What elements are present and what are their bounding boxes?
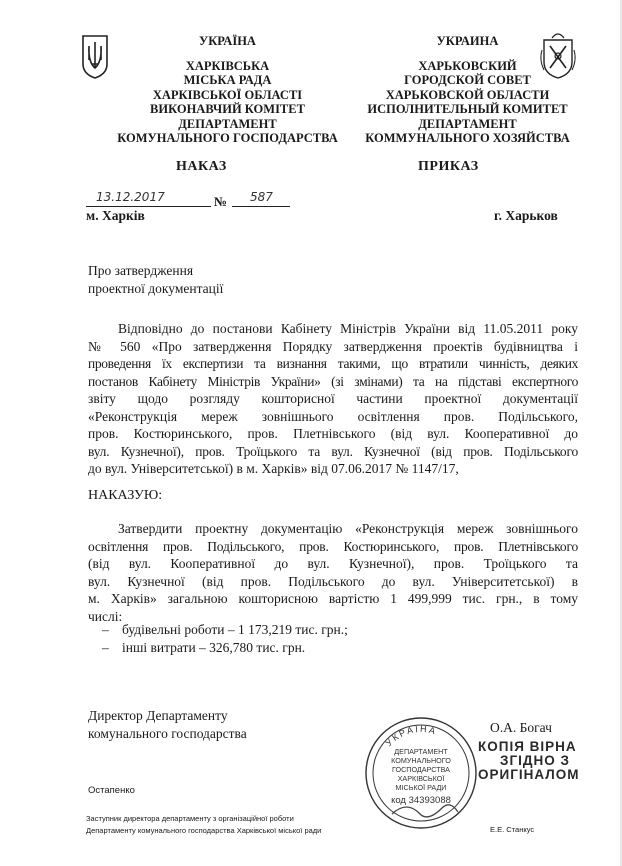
handwritten-number: 587 [250, 190, 273, 204]
city-left: м. Харків [86, 208, 145, 223]
kharkiv-city-emblem-icon [538, 30, 578, 80]
doc-type-ru: ПРИКАЗ [418, 159, 479, 174]
signature-scribble [392, 805, 458, 817]
header-right-line: ХАРЬКОВСКИЙ [418, 58, 517, 73]
seal-text-line: КОМУНАЛЬНОГО [391, 756, 451, 765]
subject-line: проектної документації [88, 281, 224, 296]
preamble-paragraph [88, 320, 578, 478]
subject-line: Про затвердження [88, 263, 194, 278]
footer-line: Департаменту комунального господарства Харківської міської ради [86, 826, 322, 835]
decree-line: м. Харків» загальною кошторисною вартістю 1 499,999 тис. грн., в тому [88, 591, 578, 606]
city-right: г. Харьков [494, 208, 558, 223]
header-right-line: ДЕПАРТАМЕНТ [418, 116, 517, 131]
header-left-line: КОМУНАЛЬНОГО ГОСПОДАРСТВА [117, 131, 338, 145]
signer-name: О.А. Богач [490, 720, 552, 735]
footer-line: Заступник директора департаменту з організаційної роботи [86, 814, 294, 823]
seal-code: код 34393088 [391, 795, 451, 806]
seal-ring-text: УКРАЇНА [383, 723, 439, 749]
number-underline [232, 206, 290, 207]
footer-name: Е.Е. Станкус [490, 825, 535, 834]
preamble-line: постанов Кабінету Міністрів України» (зі змінами) та на підставі експертного [88, 373, 578, 389]
list-item-text: будівельні роботи – 1 173,219 тис. грн.; [122, 622, 348, 637]
header-left-country: УКРАЇНА [199, 34, 256, 48]
seal-text-line: ГОСПОДАРСТВА [392, 765, 450, 774]
header-left-line: МІСЬКА РАДА [183, 73, 272, 87]
preamble-line: «Реконструкція мереж зовнішнього освітлення пров. Подільського, [88, 408, 578, 424]
seal-text-line: ДЕПАРТАМЕНТ [394, 747, 448, 756]
header-left-line: ДЕПАРТАМЕНТ [178, 116, 277, 131]
decree-line: числі: [88, 608, 123, 624]
list-item-text: інші витрати – 326,780 тис. грн. [122, 640, 306, 655]
order-heading: НАКАЗУЮ: [88, 488, 163, 503]
header-right-country: УКРАИНА [436, 34, 499, 48]
header-left [105, 34, 350, 146]
stamp-line: ЗГІДНО З [500, 753, 570, 768]
preamble-line: звіту щодо розгляду кошторисної частини проектної документації [88, 391, 578, 406]
official-seal-stamp [362, 714, 480, 832]
signer-title [88, 707, 247, 742]
decree-line: освітлення пров. Подільського, пров. Костюринського, пров. Плетнівського [88, 538, 578, 554]
bullet-dash: – [102, 640, 109, 655]
stamp-line: ОРИГІНАЛОМ [478, 767, 580, 782]
certified-copy-stamp [478, 740, 580, 782]
preamble-line: вул. Кузнечної), пров. Троїцького та вул. Кузнечної (від пров. Подільського [88, 443, 578, 459]
decree-line: (від вул. Кооперативної до вул. Кузнечної), пров. Троїцького та [88, 556, 578, 571]
seal-text-line: МІСЬКОЇ РАДИ [395, 783, 447, 792]
header-right-line: ГОРОДСКОЙ СОВЕТ [404, 73, 531, 87]
header-left-line: ХАРКІВСЬКОЇ ОБЛАСТІ [152, 87, 303, 102]
preamble-line: до вул. Університетської) в м. Харків» від 07.06.2017 № 1147/17, [88, 461, 459, 476]
header-right-line: КОММУНАЛЬНОГО ХОЗЯЙСТВА [365, 131, 570, 145]
list-item [102, 621, 348, 639]
preamble-line: Відповідно до постанови Кабінету Міністрів України від 11.05.2011 року [118, 321, 578, 336]
footer-note [86, 813, 321, 837]
doc-type-ua: НАКАЗ [176, 159, 227, 174]
handwritten-date: 13.12.2017 [96, 190, 165, 204]
header-right-line: ИСПОЛНИТЕЛЬНЫЙ КОМИТЕТ [367, 102, 568, 116]
signer-title-line: Директор Департаменту [88, 708, 228, 723]
decree-paragraph [88, 520, 578, 625]
svg-text:УКРАЇНА [384, 724, 439, 748]
seal-text-line: ХАРКІВСЬКОЇ [397, 774, 445, 783]
order-subject [88, 262, 223, 298]
bullet-dash: – [102, 622, 109, 637]
header-right-line: ХАРЬКОВСКОЙ ОБЛАСТИ [385, 87, 550, 102]
preamble-line: № 560 «Про затвердження Порядку затвердження проектів будівництва і [88, 338, 578, 354]
list-item [102, 639, 348, 657]
prepared-by: Остапенко [88, 785, 135, 796]
header-left-line: ВИКОНАВЧИЙ КОМІТЕТ [150, 102, 305, 116]
decree-line: вул. Кузнечної (від пров. Подільського до вул. Університетської) в [88, 573, 578, 589]
date-underline [86, 206, 211, 207]
cost-breakdown-list [102, 621, 348, 657]
decree-line: Затвердити проектну документацію «Реконструкція мереж зовнішнього [118, 521, 578, 536]
stamp-line: КОПІЯ ВІРНА [478, 739, 577, 754]
number-label: № [214, 194, 228, 209]
header-left-line: ХАРКІВСЬКА [185, 58, 270, 73]
preamble-line: проведення їх експертизи та визнання такими, що втратили чинність, деяких [88, 356, 578, 371]
signer-title-line: комунального господарства [88, 725, 247, 741]
preamble-line: пров. Костюринського, пров. Плетнівського (від вул. Кооперативної до [88, 426, 578, 441]
